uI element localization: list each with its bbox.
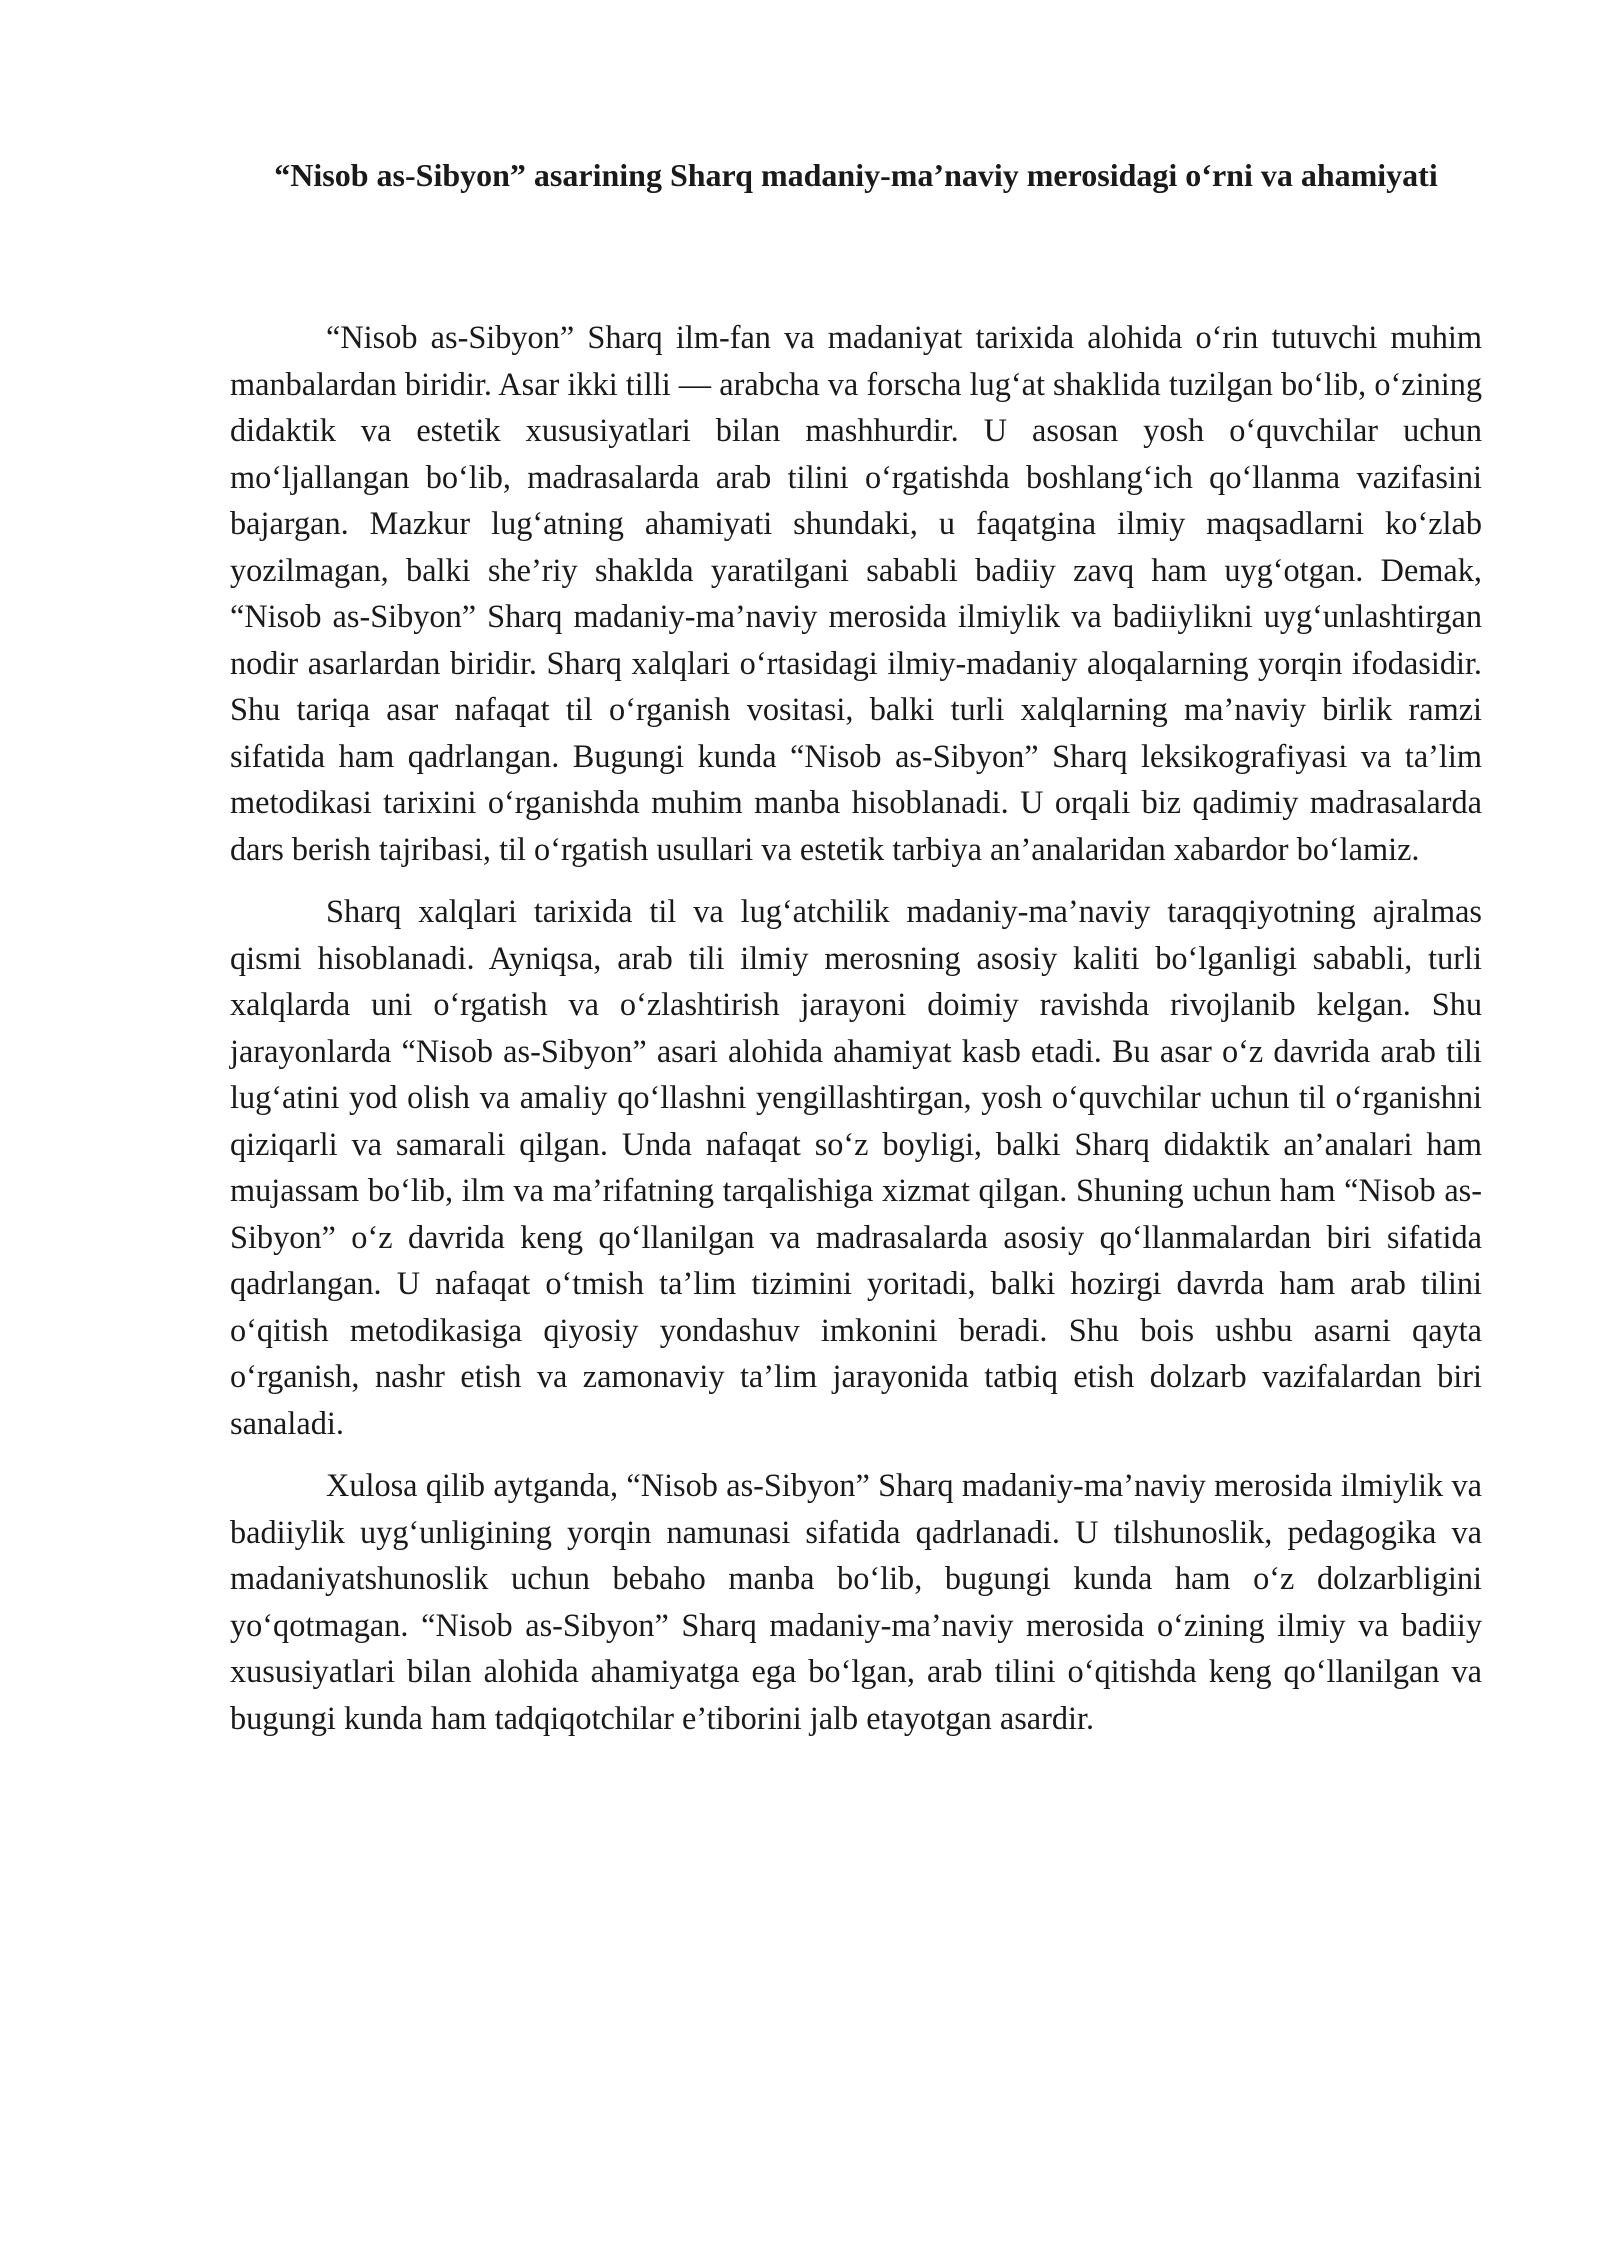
paragraph-2: Sharq xalqlari tarixida til va lug‘atchilik madaniy-ma’naviy taraqqiyotning ajralmas qismi hisoblanadi. Ayniqsa, arab tili ilmiy merosning asosiy kaliti bo‘lganligi sababli, turli xalqlarda uni o‘rgatish va o‘zlashtirish jarayoni doimiy ravishda rivojlanib kelgan. Shu jarayonlarda “Nisob as-Sibyon” asari alohida ahamiyat kasb etadi. Bu asar o‘z davrida arab tili lug‘atini yod olish va amaliy qo‘llashni yengillashtirgan, yosh o‘quvchilar uchun til o‘rganishni qiziqarli va samarali qilgan. Unda nafaqat so‘z boyligi, balki Sharq didaktik an’analari ham mujassam bo‘lib, ilm va ma’rifatning tarqalishiga xizmat qilgan. Shuning uchun ham “Nisob as-Sibyon” o‘z davrida keng qo‘llanilgan va madrasalarda asosiy qo‘llanmalardan biri sifatida qadrlangan. U nafaqat o‘tmish ta’lim tizimini yoritadi, balki hozirgi davrda ham arab tilini o‘qitish metodikasiga qiyosiy yondashuv imkonini beradi. Shu bois ushbu asarni qayta o‘rganish, nashr etish va zamonaviy ta’lim jarayonida tatbiq etish dolzarb vazifalardan biri sanaladi. (230, 893, 1482, 1441)
document-body (230, 314, 1482, 1757)
paragraph-3: Xulosa qilib aytganda, “Nisob as-Sibyon” Sharq madaniy-ma’naviy merosida ilmiylik va badiiylik uyg‘unligining yorqin namunasi sifatida qadrlanadi. U tilshunoslik, pedagogika va madaniyatshunoslik uchun bebaho manba bo‘lib, bugungi kunda ham o‘z dolzarbligini yo‘qotmagan. “Nisob as-Sibyon” Sharq madaniy-ma’naviy merosida o‘zining ilmiy va badiiy xususiyatlari bilan alohida ahamiyatga ega bo‘lgan, arab tilini o‘qitishda keng qo‘llanilgan va bugungi kunda ham tadqiqotchilar e’tiborini jalb etayotgan asardir. (230, 1467, 1482, 1736)
paragraph-1: “Nisob as-Sibyon” Sharq ilm-fan va madaniyat tarixida alohida o‘rin tutuvchi muhim manbalardan biridir. Asar ikki tilli — arabcha va forscha lug‘at shaklida tuzilgan bo‘lib, o‘zining didaktik va estetik xususiyatlari bilan mashhurdir. U asosan yosh o‘quvchilar uchun mo‘ljallangan bo‘lib, madrasalarda arab tilini o‘rgatishda boshlang‘ich qo‘llanma vazifasini bajargan. Mazkur lug‘atning ahamiyati shundaki, u faqatgina ilmiy maqsadlarni ko‘zlab yozilmagan, balki she’riy shaklda yaratilgani sababli badiiy zavq ham uyg‘otgan. Demak, “Nisob as-Sibyon” Sharq madaniy-ma’naviy merosida ilmiylik va badiiylikni uyg‘unlashtirgan nodir asarlardan biridir. Sharq xalqlari o‘rtasidagi ilmiy-madaniy aloqalarning yorqin ifodasidir. Shu tariqa asar nafaqat til o‘rganish vositasi, balki turli xalqlarning ma’naviy birlik ramzi sifatida ham qadrlangan. Bugungi kunda “Nisob as-Sibyon” Sharq leksikografiyasi va ta’lim metodikasi tarixini o‘rganishda muhim manba hisoblanadi. U orqali biz qadimiy madrasalarda dars berish tajribasi, til o‘rgatish usullari va estetik tarbiya an’analaridan xabardor bo‘lamiz. (230, 319, 1482, 867)
document-title: “Nisob as-Sibyon” asarining Sharq madaniy-ma’naviy merosidagi o‘rni va ahamiyati (274, 157, 1438, 193)
